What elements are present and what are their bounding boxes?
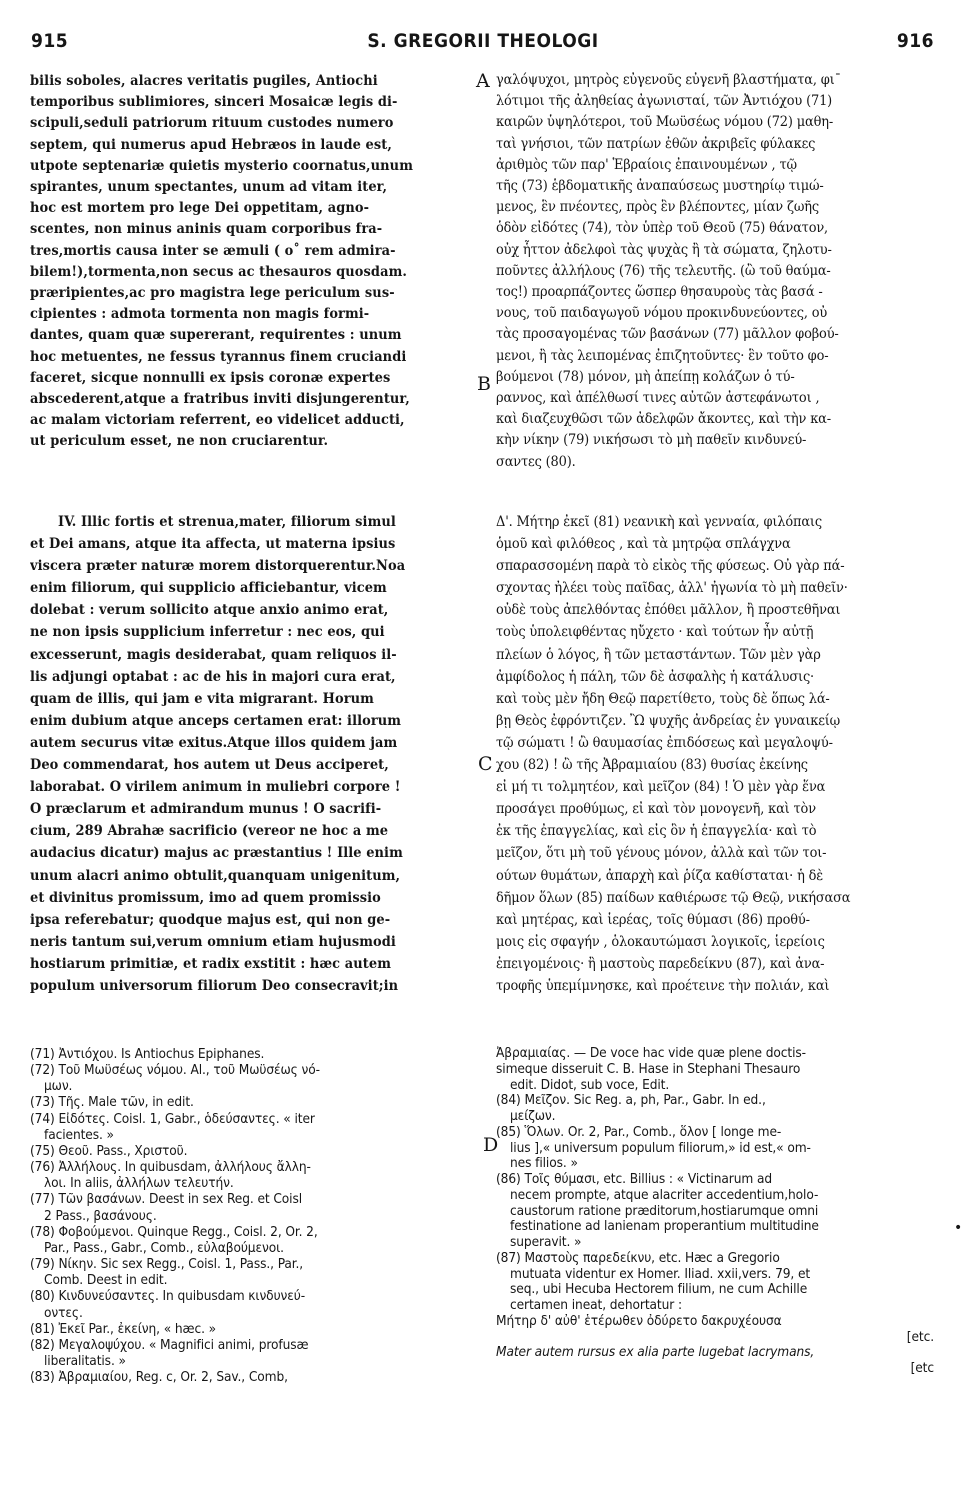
text-line: (74) Εἰδότες. Coisl. 1, Gabr., ὁδεύσαντες. « iter <box>30 1110 315 1127</box>
text-line: IV. Illic fortis et strenua,mater, filiorum simul <box>58 513 396 530</box>
text-line: (73) Τῆς. Male τῶν, in edit. <box>30 1094 194 1111</box>
text-line: [etc <box>910 1361 934 1376</box>
text-line: autem securus vitæ exitus.Atque illos quidem jam <box>30 733 398 751</box>
footnotes-right <box>496 1046 934 1377</box>
text-line: simeque disseruit C. B. Hase in Stephani Thesauro <box>496 1061 801 1077</box>
text-line: edit. Didot, sub voce, Edit. <box>510 1077 670 1093</box>
text-line: scipuli,seduli patriorum rituum custodes numero <box>30 114 394 132</box>
text-line: neris tantum sui,verum omnium etiam hujusmodi <box>30 932 396 950</box>
text-line: (79) Νίκην. Sic sex Regg., Coisl. 1, Pass., Par., <box>30 1256 304 1273</box>
text-line: enim filiorum, qui supplicio afficiebantur, vicem <box>30 579 387 597</box>
text-line: ipsa referebatur; quodque majus est, qui non ge- <box>30 910 391 928</box>
text-line: O præclarum et admirandum munus ! O sacrifi- <box>30 800 382 818</box>
text-line: καιρῶν ὑψηλότεροι, τοῦ Μωϋσέως νόμου (72) μαθη- <box>496 114 834 131</box>
text-line: spirantes, unum spectantes, unum ad vitam iter, <box>30 178 388 196</box>
text-line: laborabat. O virilem animum in muliebri corpore ! <box>30 778 401 796</box>
text-line: caustorum ratione præditorum,hostiarumque omni <box>510 1203 819 1219</box>
text-line: Par., Pass., Gabr., Comb., εὐλαβούμενοι. <box>44 1239 284 1256</box>
text-line: cipientes : admota tormenta non magis formi- <box>30 305 370 323</box>
text-line: ποῦντες ἀλλήλους (76) τῆς τελευτῆς. (ὢ τοῦ θαύμα- <box>496 262 831 279</box>
text-line: καὶ μητέρας, καὶ ἱερέας, τοῖς θύμασι (86) προθύ- <box>496 911 810 928</box>
latin-column-top <box>30 70 473 452</box>
text-line: certamen ineat, dehortatur : <box>510 1298 682 1313</box>
text-line: σπαρασσομένη παρὰ τὸ εἰκὸς τῆς φύσεως. Οὐ γὰρ πά- <box>496 558 845 575</box>
text-line: τῆς (73) ἑβδοματικῆς ἀναπαύσεως μυστηρίῳ τιμώ- <box>496 178 824 195</box>
right-page-number: 916 <box>896 30 934 52</box>
text-line: audacius dicatur) majus ac præstantius ! Ille enim <box>30 844 403 862</box>
text-line: Deo commendarat, hos autem ut Deus acciperet, <box>30 756 389 774</box>
text-line: ταὶ γνήσιοι, τῶν πατρίων ἐθῶν ἀκριβεῖς φύλακες <box>496 135 816 152</box>
text-line: βούμενοι (78) μόνον, μὴ ἀπείπῃ κολάζων ὁ τύ- <box>496 368 795 385</box>
text-line: 2 Pass., βασάνους. <box>44 1207 157 1224</box>
text-line: μενος, ἓν πνέοντες, πρὸς ἓν βλέποντες, μίαν ζωῆς <box>496 199 819 216</box>
text-line: præripientes,ac pro magistra lege periculum sus- <box>30 284 395 302</box>
text-line: faceret, sicque nonnulli ex ipsis coronæ expertes <box>30 368 391 386</box>
text-line: nes filios. » <box>510 1156 578 1172</box>
text-line: ὁμοῦ καὶ φιλόθεος , καὶ τὰ μητρῷα σπλάγχνα <box>496 536 791 553</box>
text-line: Δ'. Μήτηρ ἐκεῖ (81) νεανικὴ καὶ γενναία, φιλόπαις <box>496 514 822 530</box>
text-line: οὐδὲ τοὺς ἀπελθόντας ἐπόθει μᾶλλον, ἢ προστεθῆναι <box>496 602 841 619</box>
text-line: μων. <box>44 1078 73 1095</box>
text-line: (80) Κινδυνεύσαντες. In quibusdam κινδυνεύ- <box>30 1288 306 1305</box>
margin-letter-b: B <box>477 373 491 395</box>
text-line: καὶ τοὺς μὲν ἤδη Θεῷ παρετίθετο, τοὺς δὲ ὅπως λά- <box>496 690 830 707</box>
text-line: (85) Ὅλων. Or. 2, Par., Comb., ὅλον [ longe me- <box>496 1124 782 1140</box>
text-line: πλείων ὁ λόγος, ἢ τῶν μεταστάντων. Τῶν μὲν γὰρ <box>496 646 821 663</box>
text-line: μοις εἰς σφαγήν , ὁλοκαυτώμασι λογικοῖς, ἱερείοις <box>496 933 825 950</box>
text-line: ούτων θυμάτων, ἀπαρχὴ καὶ ῥίζα καθίσταται· ἡ δὲ <box>496 867 824 884</box>
text-line: superavit. » <box>510 1235 582 1250</box>
text-line: ἐπειγομένοις· ἢ μαστοὺς παρεδείκνυ (87), καὶ ἀνα- <box>496 955 825 972</box>
text-line: quam de illis, qui jam e vita migrarant. Horum <box>30 689 374 707</box>
greek-column-top <box>496 70 935 473</box>
text-line: festinatione ad lanienam properantium multitudine <box>510 1219 819 1235</box>
text-line: νους, τοῦ παιδαγωγοῦ νόμου προκινδυνεύοντες, οὐ <box>496 305 828 322</box>
text-line: hoc est mortem pro lege Dei oppetitam, agno- <box>30 199 370 217</box>
text-line: (87) Μαστοὺς παρεδείκνυ, etc. Hæc a Gregorio <box>496 1250 780 1266</box>
text-line: οὐχ ἧττον ἀδελφοὶ τὰς ψυχὰς ἢ τὰ σώματα, ζηλοτυ- <box>496 241 832 258</box>
greek-column-section-iv <box>496 511 935 997</box>
text-line: τὰς προσαγομένας τῶν βασάνων (77) μᾶλλον φοβού- <box>496 326 839 343</box>
margin-dot: • <box>954 1220 963 1236</box>
text-line: bilem!),tormenta,non secus ac thesauros quosdam. <box>30 262 407 280</box>
text-line: abscederent,atque a fratribus inviti disjungerentur, <box>30 390 410 408</box>
text-line: et divinitus promissum, imo ad quem promissio <box>30 888 381 906</box>
text-line: populum universorum filiorum Deo consecravit;in <box>30 976 399 994</box>
text-line: (76) Ἀλλήλους. In quibusdam, ἀλλήλους ἄλλη- <box>30 1159 311 1176</box>
text-line: ἀμφίδολος ἡ πάλη, τῶν δὲ ἀσφαλὴς ἡ κατάλυσις· <box>496 668 815 685</box>
text-line: facientes. » <box>44 1126 114 1143</box>
text-line: ἐκ τῆς ἐπαγγελίας, καὶ εἰς ὃν ἡ ἐπαγγελία· καὶ τὸ <box>496 823 817 840</box>
text-line: (75) Θεοῦ. Pass., Χριστοῦ. <box>30 1142 188 1159</box>
text-line: (71) Ἀντιόχου. Is Antiochus Epiphanes. <box>30 1046 265 1062</box>
text-line: τῷ σώματι ! ὢ θαυμασίας ἐπιδόσεως καὶ μεγαλοψύ- <box>496 734 833 751</box>
text-line: ἀριθμὸς τῶν παρ' Ἑβραίοις ἐπαινουμένων , τῷ <box>496 156 797 173</box>
text-line: (86) Τοῖς θύμασι, etc. Billius : « Victinarum ad <box>496 1172 773 1187</box>
text-line: (78) Φοβούμενοι. Quinque Regg., Coisl. 2, Or. 2, <box>30 1223 318 1240</box>
text-line: hostiarum primitiæ, et radix exstitit : hæc autem <box>30 954 391 972</box>
text-line: liberalitatis. » <box>44 1352 126 1369</box>
footnotes-left <box>30 1046 482 1385</box>
text-line: τοὺς ὑπολειφθέντας ηὔχετο · καὶ τούτων ἦν αὐτῇ <box>496 624 814 641</box>
text-line: ὁδὸν εἰδότες (74), τὸν ὑπὲρ τοῦ Θεοῦ (75) θάνατον, <box>496 220 829 237</box>
text-line: μείζων. <box>510 1109 556 1124</box>
text-line: γαλόψυχοι, μητρὸς εὐγενοῦς εὐγενῆ βλαστήματα, φι¯ <box>496 72 841 88</box>
text-line: unum alacri animo obtulit,quanquam unigenitum, <box>30 866 401 884</box>
text-line: ραννος, καὶ ἀπέλθωσί τινες αὐτῶν ἀστεφάνωτοι , <box>496 390 820 407</box>
text-line: (84) Μεῖζον. Sic Reg. a, ph, Par., Gabr. In ed., <box>496 1093 766 1109</box>
text-line: lius ],« universum populum filiorum,» id est,« om- <box>510 1140 811 1156</box>
text-line: utpote septenariæ quietis mysterio coornatus,unum <box>30 156 414 174</box>
text-line: (83) Ἀβραμιαίου, Reg. c, Or. 2, Sav., Comb, <box>30 1369 288 1386</box>
text-line: et Dei amans, atque ita affecta, ut materna ipsius <box>30 535 396 553</box>
text-line: cium, 289 Abrahæ sacrificio (vereor ne hoc a me <box>30 822 389 840</box>
text-line: σχοντας ἠλέει τοὺς παῖδας, ἀλλ' ἠγωνία τὸ μὴ παθεῖν· <box>496 580 848 597</box>
latin-column-section-iv <box>30 511 473 997</box>
text-line: dolebat : verum sollicito atque anxio animo erat, <box>30 601 389 619</box>
margin-letter-a: A <box>476 70 490 92</box>
text-line: τροφῆς ὑπεμίμνησκε, καὶ προέτεινε τὴν πολιάν, καὶ <box>496 977 830 994</box>
text-line: [etc. <box>906 1329 934 1345</box>
text-line: septem, qui numerus apud Hebræos in laude est, <box>30 135 392 153</box>
text-line: (77) Τῶν βασάνων. Deest in sex Reg. et Coisl <box>30 1191 303 1208</box>
text-line: οντες. <box>44 1304 83 1321</box>
text-line: viscera præter naturæ morem distorquerentur.Noa <box>30 557 406 575</box>
text-line: σαντες (80). <box>496 453 576 470</box>
text-line: καὶ διαζευχθῶσι τῶν ἀδελφῶν ἄκοντες, καὶ τὴν κα- <box>496 411 831 428</box>
text-line: δῆμον ὅλων (85) παίδων καθιέρωσε τῷ Θεῷ, νικήσασα <box>496 889 851 906</box>
text-line: enim dubium atque anceps certamen erat: illorum <box>30 711 402 729</box>
text-line: scentes, non minus aninis quam corporibus fra- <box>30 220 383 238</box>
text-line: μεῖζον, ὅτι μὴ τοῦ γένους μόνον, ἀλλὰ καὶ τῶν τοι- <box>496 845 827 862</box>
text-line: (72) Τοῦ Μωϋσέως νόμου. Al., τοῦ Μωϋσέως νό- <box>30 1062 320 1079</box>
text-line: λοι. In aliis, ἀλλήλων τελευτήν. <box>44 1175 234 1192</box>
text-line: λότιμοι τῆς ἀληθείας ἀγωνισταί, τῶν Ἀντιόχου (71) <box>496 93 833 110</box>
left-page-number: 915 <box>31 30 69 52</box>
margin-letter-d: D <box>483 1134 499 1156</box>
text-line: necem prompte, atque alacriter accedentium,holo- <box>510 1187 819 1203</box>
text-line: Ἀβραμιαίας. — De voce hac vide quæ plene doctis- <box>496 1046 806 1061</box>
text-line: βῃ Θεὸς ἐφρόντιζεν. Ὢ ψυχῆς ἀνδρείας ἐν γυναικείῳ <box>496 712 841 729</box>
text-line: lis adjungi optabat : ac de his in majori cura erat, <box>30 667 396 685</box>
text-line: προσάγει προθύμως, εἰ καὶ τὸν μονογενῆ, καὶ τὸν <box>496 801 816 818</box>
text-line: Comb. Deest in edit. <box>44 1272 168 1289</box>
running-title: S. GREGORII THEOLOGI <box>367 30 599 52</box>
text-line: Mater autem rursus ex alia parte lugebat lacrymans, <box>496 1345 815 1361</box>
text-line: bilis soboles, alacres veritatis pugiles, Antiochi <box>30 72 378 89</box>
text-line: κὴν νίκην (79) νικήσωσι τὸ μὴ παθεῖν κινδυνεύ- <box>496 432 807 449</box>
text-line: τος!) προαρπάζοντες ὥσπερ θησαυροὺς τὰς βασά - <box>496 284 823 301</box>
text-line: ac malam victoriam referrent, eo videlicet adducti, <box>30 411 405 429</box>
text-line: mutuata videntur ex Homer. Iliad. xxii,vers. 79, et <box>510 1266 811 1282</box>
text-line: ut periculum esset, ne non cruciarentur. <box>30 432 329 450</box>
text-line: tres,mortis causa inter se æmuli ( o˚ rem admira- <box>30 241 396 259</box>
text-line: εἰ μή τι τολμητέον, καὶ μεῖζον (84) ! Ὁ μὲν γὰρ ἕνα <box>496 779 826 796</box>
text-line: seq., ubi Hecuba Hectorem filium, ne cum Achille <box>510 1282 808 1298</box>
text-line: excesserunt, magis desiderabat, quam reliquos il- <box>30 645 397 663</box>
text-line: hoc metuentes, ne fessus tyrannus finem cruciandi <box>30 347 407 365</box>
text-line: (81) Ἐκεῖ Par., ἐκείνη, « hæc. » <box>30 1320 217 1337</box>
text-line: temporibus sublimiores, sinceri Mosaicæ legis di- <box>30 93 398 111</box>
text-line: ne non ipsis supplicium inferretur : nec eos, qui <box>30 623 385 641</box>
margin-letter-c: C <box>478 753 493 775</box>
text-line: (82) Μεγαλοψύχου. « Magnifici animi, profusæ <box>30 1336 309 1353</box>
text-line: Μήτηρ δ' αὖθ' ἑτέρωθεν ὀδύρετο δακρυχέουσα <box>496 1313 782 1329</box>
text-line: dantes, quam quæ supererant, requirentes : unum <box>30 326 402 344</box>
text-line: χου (82) ! ὢ τῆς Ἀβραμιαίου (83) θυσίας ἐκείνης <box>496 757 808 774</box>
text-line: μενοι, ἢ τὰς λειπομένας ἐπιζητοῦντες· ἓν τοῦτο φο- <box>496 347 829 364</box>
